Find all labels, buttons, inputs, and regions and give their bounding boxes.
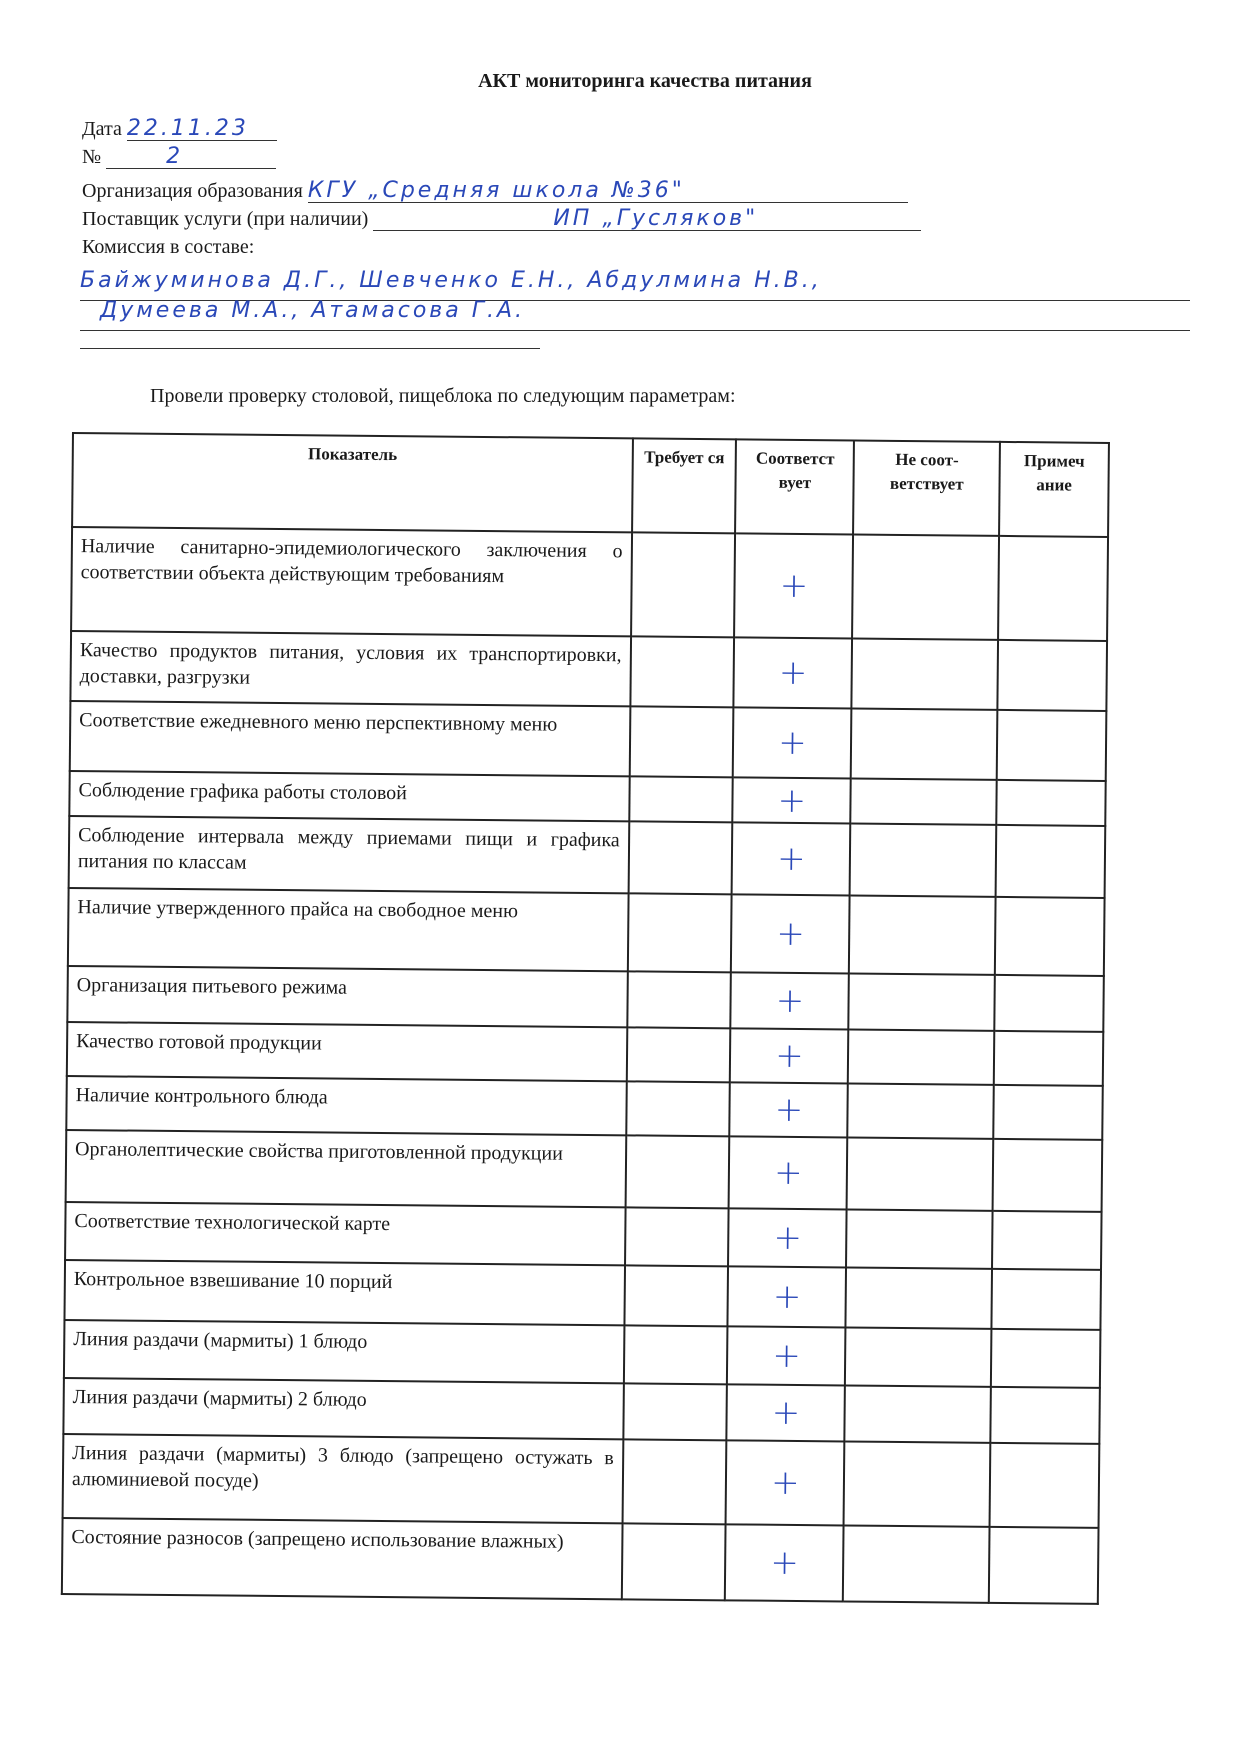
compliant-mark: + <box>775 1035 804 1077</box>
commission-underline-2 <box>80 330 1190 331</box>
table-row <box>66 1130 1103 1212</box>
note-cell <box>990 1387 1099 1444</box>
indicator-cell: Соблюдение графика работы столовой <box>69 771 629 821</box>
indicator-cell: Линия раздачи (мармиты) 3 блюдо (запрещено остужать в алюминиевой посуде) <box>63 1434 623 1523</box>
noncompliant-cell <box>848 1029 994 1084</box>
compliant-mark: + <box>774 1089 804 1131</box>
noncompliant-cell <box>845 1327 991 1386</box>
noncompliant-cell <box>844 1441 991 1526</box>
note-cell <box>992 1269 1101 1330</box>
noncompliant-cell <box>847 1137 993 1210</box>
header-compliant: Соответст вует <box>736 439 855 534</box>
note-cell <box>991 1329 1100 1388</box>
noncompliant-cell <box>846 1209 992 1268</box>
indicator-cell: Наличие санитарно-эпидемиологического заключения о соответствии объекта действующим требованиям <box>71 527 632 636</box>
table-row <box>67 1022 1103 1086</box>
table-row <box>63 1434 1100 1528</box>
noncompliant-cell <box>843 1525 989 1602</box>
header-indicator: Показатель <box>72 433 633 532</box>
note-cell <box>998 536 1108 641</box>
indicator-cell: Органолептические свойства приготовленной продукции <box>66 1130 626 1207</box>
required-cell <box>627 971 731 1028</box>
noncompliant-cell <box>849 973 995 1030</box>
organization-value: КГУ „Средняя школа №36" <box>308 180 908 203</box>
required-cell <box>624 1325 728 1384</box>
table-row <box>66 1076 1102 1140</box>
note-cell <box>995 897 1105 976</box>
document-title: АКТ мониторинга качества питания <box>478 70 812 92</box>
required-cell <box>629 706 734 777</box>
number-label: № <box>82 146 102 168</box>
compliant-mark: + <box>772 1335 802 1377</box>
required-cell <box>623 1383 727 1440</box>
supplier-value: ИП „Гусляков" <box>373 208 921 231</box>
table-row <box>67 966 1103 1032</box>
note-cell <box>989 1527 1099 1604</box>
indicator-cell: Линия раздачи (мармиты) 1 блюдо <box>64 1320 624 1383</box>
indicator-cell: Контрольное взвешивание 10 порций <box>64 1260 624 1325</box>
noncompliant-cell <box>852 639 998 710</box>
indicator-cell: Качество готовой продукции <box>67 1022 627 1081</box>
noncompliant-cell <box>845 1385 991 1442</box>
compliant-mark: + <box>772 1276 802 1318</box>
compliant-mark: + <box>770 1542 800 1584</box>
required-cell <box>627 893 732 972</box>
supplier-field <box>82 208 921 231</box>
indicator-cell: Качество продуктов питания, условия их транспортировки, доставки, разгрузки <box>70 631 630 706</box>
parameters-table <box>61 432 1110 1605</box>
indicator-cell: Наличие утвержденного прайса на свободное меню <box>68 888 628 971</box>
compliant-mark: + <box>773 1152 803 1194</box>
indicator-cell: Линия раздачи (мармиты) 2 блюдо <box>63 1378 623 1439</box>
required-cell <box>628 821 733 894</box>
note-cell <box>997 640 1107 711</box>
noncompliant-cell <box>850 823 996 896</box>
note-cell <box>993 1139 1103 1212</box>
table-row <box>70 701 1107 781</box>
supplier-label: Поставщик услуги (при наличии) <box>82 208 369 230</box>
header-note: Примеч ание <box>999 442 1109 537</box>
table-row <box>70 631 1107 711</box>
date-field <box>82 118 277 141</box>
commission-line-1: Байжуминова Д.Г., Шевченко Е.Н., Абдулмина Н.В., <box>80 268 822 293</box>
table-header-row <box>72 433 1109 537</box>
table-row <box>71 527 1108 641</box>
noncompliant-cell <box>851 708 997 779</box>
required-cell <box>621 1523 726 1600</box>
noncompliant-cell <box>852 535 999 640</box>
compliant-mark: + <box>770 1462 800 1504</box>
header-required: Требует ся <box>632 438 737 533</box>
indicator-cell: Соответствие технологической карте <box>65 1202 625 1265</box>
table-row <box>62 1518 1099 1604</box>
compliant-mark: + <box>779 565 809 607</box>
compliant-mark: + <box>778 722 807 764</box>
noncompliant-cell <box>851 778 997 824</box>
table-row <box>64 1260 1101 1330</box>
required-cell <box>625 1135 730 1208</box>
indicator-cell: Организация питьевого режима <box>67 966 627 1027</box>
commission-line-2: Думеева М.А., Атамасова Г.А. <box>100 298 526 323</box>
header-noncompliant: Не соот-ветствует <box>853 441 1000 536</box>
compliant-mark: + <box>776 838 806 880</box>
required-cell <box>631 532 736 637</box>
organization-field <box>82 180 908 203</box>
number-value: 2 <box>106 146 276 169</box>
required-cell <box>624 1265 728 1326</box>
required-cell <box>622 1439 727 1524</box>
compliant-mark: + <box>773 1217 803 1259</box>
indicator-cell: Соответствие ежедневного меню перспективному меню <box>70 701 630 776</box>
table-row <box>65 1202 1102 1270</box>
required-cell <box>629 776 733 822</box>
commission-underline-3 <box>80 348 540 349</box>
required-cell <box>626 1081 730 1136</box>
noncompliant-cell <box>846 1267 992 1328</box>
note-cell <box>993 1085 1102 1140</box>
required-cell <box>625 1207 729 1266</box>
note-cell <box>996 825 1106 898</box>
note-cell <box>996 780 1105 826</box>
indicator-cell: Соблюдение интервала между приемами пищи и графика питания по классам <box>69 816 629 893</box>
note-cell <box>997 710 1107 781</box>
table-row <box>64 1320 1101 1388</box>
note-cell <box>994 1031 1103 1086</box>
note-cell <box>992 1211 1101 1270</box>
organization-label: Организация образования <box>82 180 303 202</box>
noncompliant-cell <box>849 895 995 974</box>
compliant-mark: + <box>776 913 806 955</box>
compliant-mark: + <box>771 1392 801 1434</box>
commission-label: Комиссия в составе: <box>82 236 255 258</box>
required-cell <box>630 636 735 707</box>
required-cell <box>626 1027 730 1082</box>
note-cell <box>994 975 1103 1032</box>
number-field <box>82 146 276 169</box>
date-value: 22.11.23 <box>127 118 277 141</box>
compliant-mark: + <box>777 780 807 821</box>
date-label: Дата <box>82 118 122 140</box>
table-row <box>69 816 1106 898</box>
intro-text: Провели проверку столовой, пищеблока по следующим параметрам: <box>150 385 736 407</box>
indicator-cell: Состояние разносов (запрещено использование влажных) <box>62 1518 622 1599</box>
note-cell <box>990 1443 1100 1528</box>
compliant-mark: + <box>778 652 808 694</box>
noncompliant-cell <box>848 1083 994 1138</box>
table-row <box>63 1378 1099 1444</box>
indicator-cell: Наличие контрольного блюда <box>66 1076 626 1135</box>
compliant-mark: + <box>775 980 805 1022</box>
table-row <box>68 888 1105 976</box>
